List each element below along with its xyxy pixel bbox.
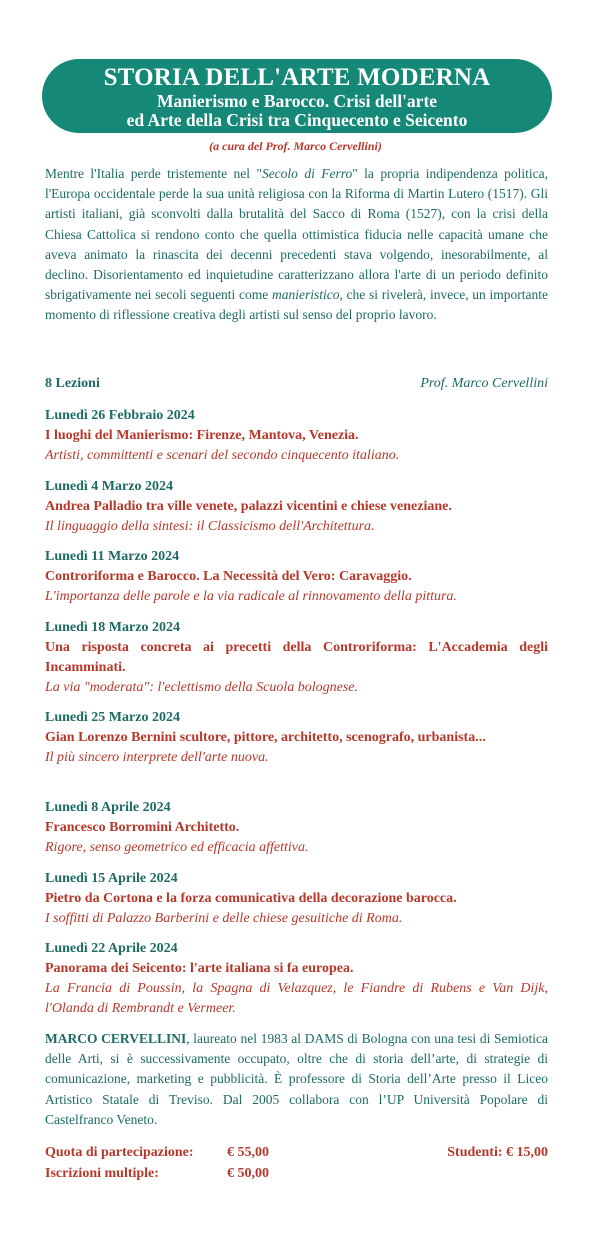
multiple-enrollment-value: € 50,00 bbox=[227, 1166, 269, 1181]
lesson-date: Lunedì 8 Aprile 2024 bbox=[45, 800, 171, 815]
lesson-title: Andrea Palladio tra ville venete, palazzi vicentini e chiese veneziane. bbox=[45, 499, 452, 514]
course-subtitle-line1: Manierismo e Barocco. Crisi dell'arte bbox=[156, 91, 438, 111]
lessons-count: 8 Lezioni bbox=[45, 376, 100, 391]
fees-section bbox=[45, 1145, 548, 1189]
lesson-item bbox=[45, 708, 548, 768]
lesson-title: Pietro da Cortona e la forza comunicativa della decorazione barocca. bbox=[45, 891, 457, 906]
lesson-title: I luoghi del Manierismo: Firenze, Mantova, Venezia. bbox=[45, 428, 359, 443]
lesson-date: Lunedì 18 Marzo 2024 bbox=[45, 620, 180, 635]
teacher-bio bbox=[45, 1029, 548, 1130]
course-info-row bbox=[45, 376, 548, 396]
course-subtitle-line2: ed Arte della Crisi tra Cinquecento e Seicento bbox=[126, 110, 468, 130]
lesson-date: Lunedì 25 Marzo 2024 bbox=[45, 710, 180, 725]
lesson-item bbox=[45, 798, 548, 858]
lesson-title: Gian Lorenzo Bernini scultore, pittore, architetto, scenografo, urbanista... bbox=[45, 730, 486, 745]
lesson-item bbox=[45, 869, 548, 929]
curator-credit: (a cura del Prof. Marco Cervellini) bbox=[209, 139, 382, 153]
lesson-item bbox=[45, 939, 548, 1019]
bio-text: , laureato nel 1983 al DAMS di Bologna con una tesi di Semiotica delle Arti, si è successivamente occupato, oltre che di storia dell’arte, di strategie di comunicazione, marketing e pubblicità. È professore di Storia dell’Arte presso il Liceo Artistico Statale di Treviso. Dal 2005 collabora con l’UP Università Popolare di Castelfranco Veneto. bbox=[45, 1031, 549, 1127]
intro-text-2: " la propria indipendenza politica, l'Europa occidentale perde la sua unità religiosa con la Riforma di Martin Lutero (1517). Gli artisti italiani, già sconvolti dalla brutalità del Sacco di Roma (1527), con la crisi della Chiesa Cattolica si rendono conto che quella ottimistica fiducia nelle capacità umane che aveva animato la rinascita dei decenni precedenti stava volgendo, inesorabilmente, al declino. Disorientamento ed inquietudine caratterizzano allora l'arte di un periodo definito sbrigativamente nei secoli seguenti come bbox=[45, 166, 548, 303]
lesson-title: Una risposta concreta ai precetti della Controriforma: L'Accademia degli Incamminati. bbox=[45, 640, 548, 675]
lesson-date: Lunedì 22 Aprile 2024 bbox=[45, 941, 178, 956]
lesson-item bbox=[45, 406, 548, 466]
lesson-item bbox=[45, 547, 548, 607]
course-title: STORIA DELL'ARTE MODERNA bbox=[103, 64, 491, 91]
lesson-title: Panorama dei Seicento: l'arte italiana si fa europea. bbox=[45, 961, 354, 976]
lesson-item bbox=[45, 477, 548, 537]
lesson-subtitle: Il più sincero interprete dell'arte nuova. bbox=[45, 750, 269, 765]
student-fee: Studenti: € 15,00 bbox=[447, 1145, 548, 1160]
intro-text-1: Mentre l'Italia perde tristemente nel " bbox=[45, 166, 262, 181]
lesson-subtitle: La via "moderata": l'eclettismo della Scuola bolognese. bbox=[45, 680, 358, 695]
lesson-subtitle: I soffitti di Palazzo Barberini e delle chiese gesuitiche di Roma. bbox=[45, 911, 403, 926]
lesson-date: Lunedì 11 Marzo 2024 bbox=[45, 549, 180, 564]
lesson-date: Lunedì 4 Marzo 2024 bbox=[45, 479, 173, 494]
lesson-title: Controriforma e Barocco. La Necessità del Vero: Caravaggio. bbox=[45, 569, 412, 584]
title-banner bbox=[42, 59, 552, 133]
lesson-subtitle: La Francia di Poussin, la Spagna di Velazquez, le Fiandre di Rubens e Van Dijk, l'Olanda di Rembrandt e Vermeer. bbox=[45, 981, 548, 1016]
lesson-subtitle: Il linguaggio della sintesi: il Classicismo dell'Architettura. bbox=[45, 519, 375, 534]
intro-text-3: , che si rivelerà, invece, un importante momento di riflessione creativa degli artisti sul senso del proprio lavoro. bbox=[45, 287, 548, 323]
intro-italic-2: manieristico bbox=[271, 287, 340, 303]
multiple-enrollment-label: Iscrizioni multiple: bbox=[45, 1166, 159, 1181]
lesson-subtitle: Artisti, committenti e scenari del secondo cinquecento italiano. bbox=[45, 448, 400, 463]
teacher-name: Prof. Marco Cervellini bbox=[420, 376, 548, 391]
lesson-subtitle: L'importanza delle parole e la via radicale al rinnovamento della pittura. bbox=[45, 589, 457, 604]
lesson-date: Lunedì 15 Aprile 2024 bbox=[45, 871, 178, 886]
lesson-item bbox=[45, 618, 548, 698]
bio-name: MARCO CERVELLINI bbox=[45, 1031, 187, 1046]
intro-paragraph bbox=[45, 164, 548, 326]
lesson-date: Lunedì 26 Febbraio 2024 bbox=[45, 408, 195, 423]
participation-fee-value: € 55,00 bbox=[227, 1145, 269, 1160]
intro-italic-1: Secolo di Ferro bbox=[261, 166, 353, 181]
participation-fee-label: Quota di partecipazione: bbox=[45, 1145, 194, 1160]
lesson-title: Francesco Borromini Architetto. bbox=[45, 820, 240, 835]
lesson-subtitle: Rigore, senso geometrico ed efficacia affettiva. bbox=[45, 840, 309, 855]
